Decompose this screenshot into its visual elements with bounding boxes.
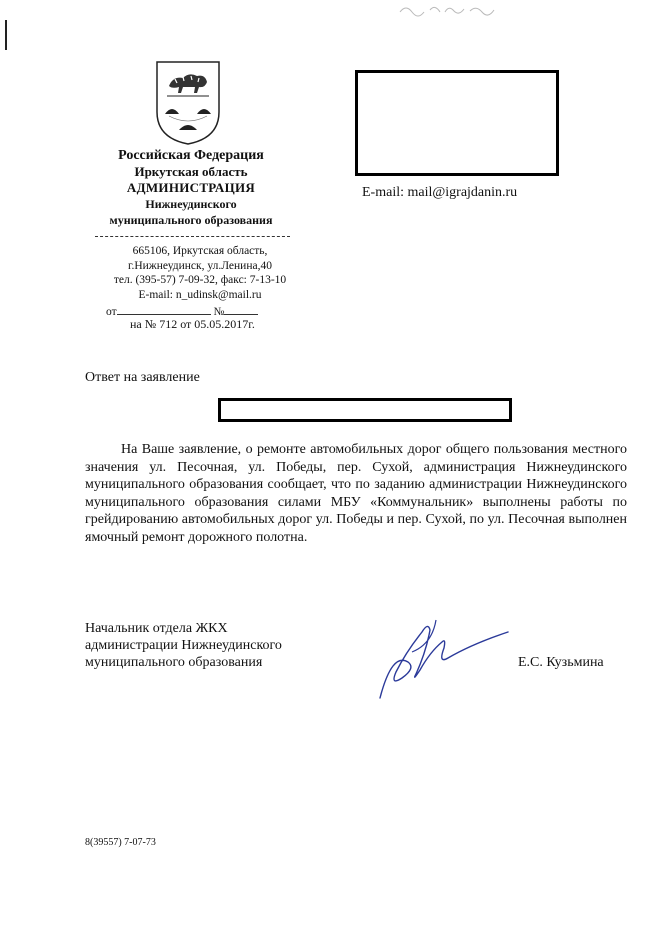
coat-of-arms-icon [155,60,221,146]
redacted-recipient-address [355,70,559,176]
country-name: Российская Федерация [118,148,264,163]
municipality-type: муниципального образования [109,213,273,227]
outgoing-reference [106,304,258,318]
letter-body: На Ваше заявление, о ремонте автомобильных дорог общего пользования местного значения ул. Песочная, ул. Победы, пер. Сухой, администрация Нижнеудинского муниципального образования сообщает, что по заданию администрации Нижнеудинского муниципального образования силами МБУ «Коммунальник» выполнены работы по грейдированию автомобильных дорог ул. Победы и пер. Сухой, по ул. Песочная выполнен ямочный ремонт дорожного полотна. [85,442,627,545]
municipality-name: Нижнеудинского [145,197,237,211]
executor-phone: 8(39557) 7-07-73 [85,837,156,848]
letterhead-address [95,244,305,302]
authority-name: АДМИНИСТРАЦИЯ [126,180,256,195]
document-subject: Ответ на заявление [85,370,200,385]
letterhead-title [95,148,287,228]
signatory-name: Е.С. Кузьмина [518,655,604,670]
date-blank [117,304,211,315]
margin-mark [5,20,7,50]
position-line-1: Начальник отдела ЖКХ [85,621,228,636]
phone-fax: тел. (395-57) 7-09-32, факс: 7-13-10 [113,274,287,286]
redacted-recipient-name [218,398,512,422]
handwritten-note [395,0,505,18]
number-blank [224,304,258,315]
reply-reference: на № 712 от 05.05.2017г. [130,317,255,331]
number-label: № [213,306,225,318]
postal-address: 665106, Иркутская область, [132,245,268,257]
letterhead-email: E-mail: n_udinsk@mail.ru [138,288,262,301]
signatory-position [85,620,282,671]
position-line-3: муниципального образования [85,655,263,670]
region-name: Иркутская область [134,164,248,179]
street-address: г.Нижнеудинск, ул.Ленина,40 [128,259,272,272]
recipient-email: E-mail: mail@igrajdanin.ru [362,185,518,200]
position-line-2: администрации Нижнеудинского [85,638,282,653]
handwritten-signature [372,612,512,704]
from-label: от [106,306,117,318]
letterhead-divider [95,236,290,237]
